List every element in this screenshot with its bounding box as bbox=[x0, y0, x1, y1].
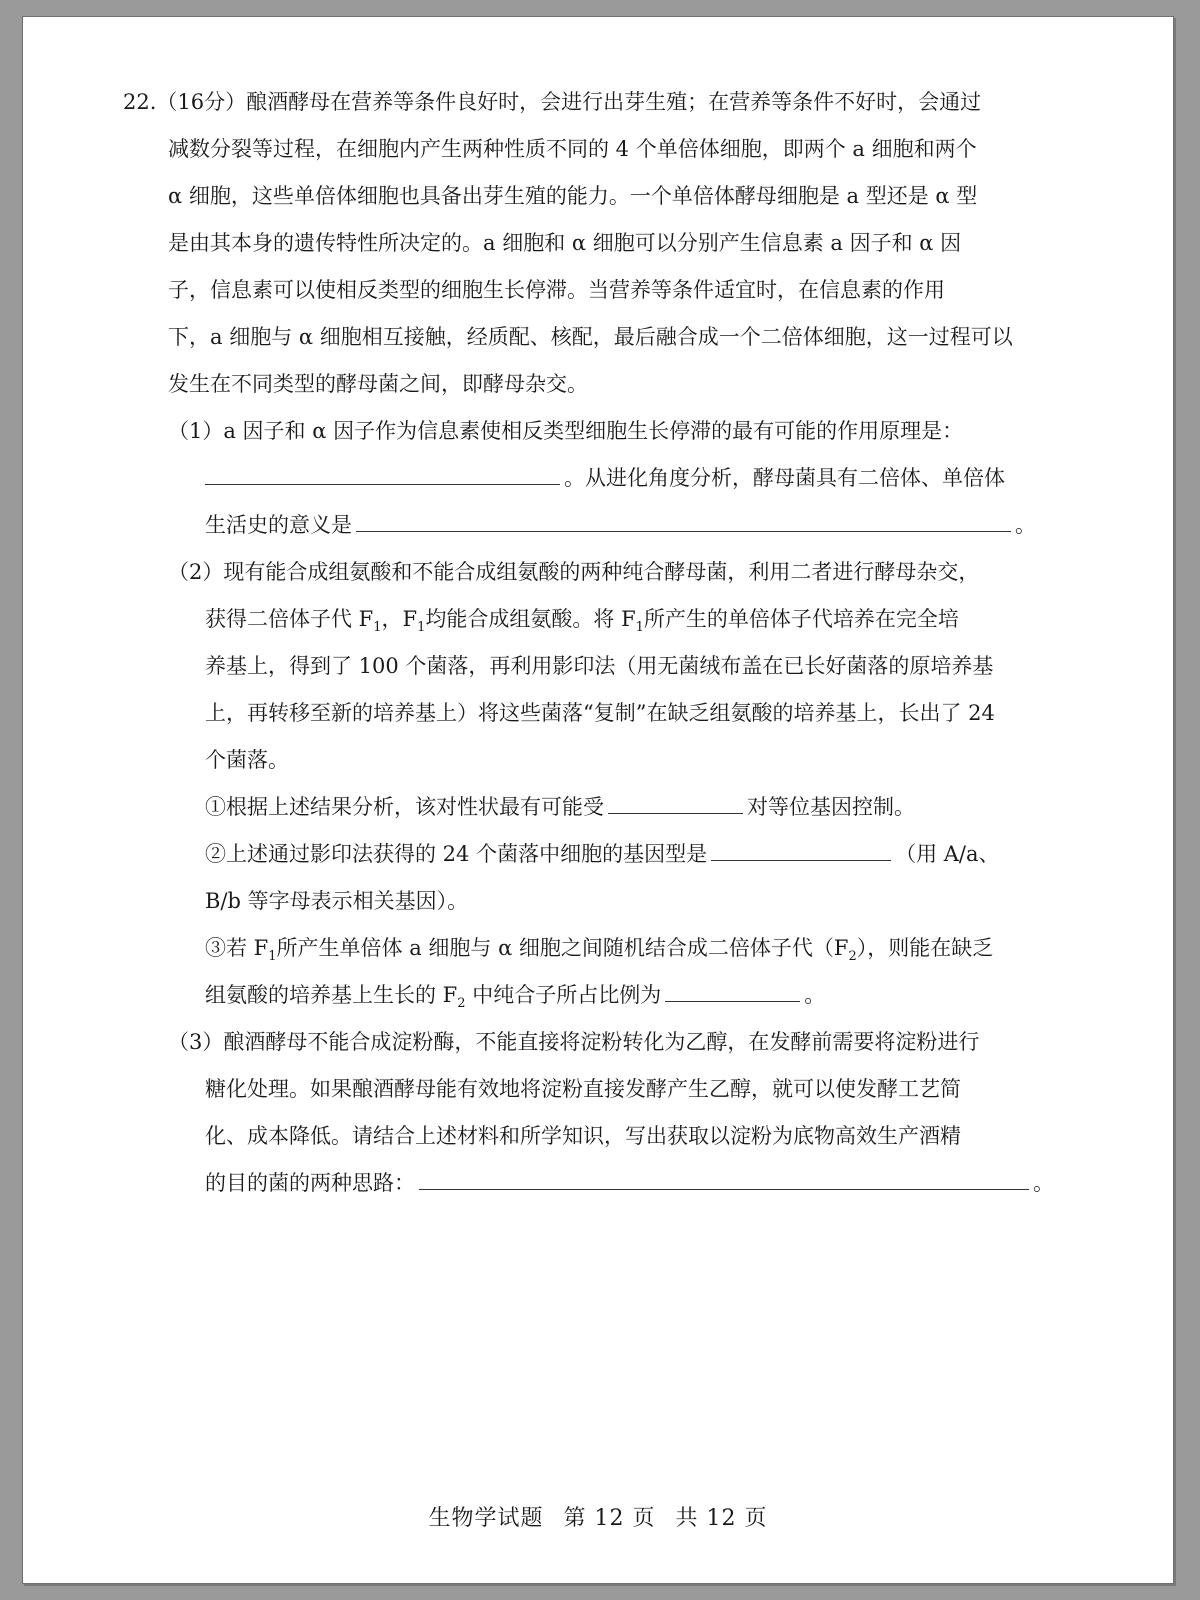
footer-total: 共 12 页 bbox=[675, 1506, 768, 1531]
question-22 bbox=[123, 79, 1063, 1207]
answer-blank[interactable] bbox=[419, 1161, 1029, 1190]
part-2-q1: ①根据上述结果分析，该对性状最有可能受 对等位基因控制。 bbox=[123, 784, 1063, 831]
footer-subject: 生物学试题 bbox=[428, 1506, 544, 1531]
part-1-text: （1）a 因子和 α 因子作为信息素使相反类型细胞生长停滞的最有可能的作用原理是： bbox=[168, 419, 964, 443]
part-3-text: 化、成本降低。请结合上述材料和所学知识，写出获取以淀粉为底物高效生产酒精 bbox=[205, 1124, 961, 1148]
part-2-q3: ③若 $F_1$所产生单倍体 a 细胞与 α 细胞之间随机结合成二倍体子代$(F_2)$，则能在缺乏 bbox=[205, 936, 994, 965]
answer-blank[interactable] bbox=[711, 832, 891, 861]
question-text-line: 子，信息素可以使相反类型的细胞生长停滞。当营养等条件适宜时，在信息素的作用 bbox=[168, 278, 945, 302]
part-3-text: 糖化处理。如果酿酒酵母能有效地将淀粉直接发酵产生乙醇，就可以使发酵工艺简 bbox=[205, 1077, 961, 1101]
answer-blank[interactable] bbox=[205, 456, 560, 485]
answer-blank[interactable] bbox=[608, 785, 743, 814]
part-2-q3-cont: 组氨酸的培养基上生长的 $F_2$ 中纯合子所占比例为 。 bbox=[123, 972, 1063, 1019]
part-2-text: 个菌落。 bbox=[205, 748, 289, 772]
footer-page: 第 12 页 bbox=[563, 1506, 656, 1531]
part-2-text: 获得二倍体子代 $F_1$，$F_1$均能合成组氨酸。将 $F_1$所产生的单倍体子代培养在完全培 bbox=[205, 607, 959, 636]
question-text-line: 是由其本身的遗传特性所决定的。a 细胞和 α 细胞可以分别产生信息素 a 因子和 α 因 bbox=[168, 231, 962, 255]
page-footer bbox=[23, 1501, 1173, 1532]
answer-blank[interactable] bbox=[356, 503, 1011, 532]
part-3-answer-line: 的目的菌的两种思路： 。 bbox=[123, 1160, 1063, 1207]
part-3-text: （3）酿酒酵母不能合成淀粉酶，不能直接将淀粉转化为乙醇，在发酵前需要将淀粉进行 bbox=[168, 1030, 980, 1054]
part-1-answer-line-2: 生活史的意义是 。 bbox=[123, 502, 1063, 549]
question-text-line: 减数分裂等过程，在细胞内产生两种性质不同的 4 个单倍体细胞，即两个 a 细胞和两个 bbox=[168, 137, 977, 161]
question-text-line: 发生在不同类型的酵母菌之间，即酵母杂交。 bbox=[168, 372, 588, 396]
question-text-line: 22.（16分）酿酒酵母在营养等条件良好时，会进行出芽生殖；在营养等条件不好时，会通过 bbox=[123, 90, 982, 114]
part-2-text: 上，再转移至新的培养基上）将这些菌落“复制”在缺乏组氨酸的培养基上，长出了 24 bbox=[205, 701, 995, 725]
exam-page bbox=[22, 16, 1174, 1584]
question-text-line: 下，a 细胞与 α 细胞相互接触，经质配、核配，最后融合成一个二倍体细胞，这一过程可以 bbox=[168, 325, 1013, 349]
part-2-q2: ②上述通过影印法获得的 24 个菌落中细胞的基因型是 （用 A/a、 bbox=[123, 831, 1063, 878]
answer-blank[interactable] bbox=[665, 973, 800, 1002]
part-2-q2-cont: B/b 等字母表示相关基因）。 bbox=[205, 889, 469, 913]
part-2-text: 养基上，得到了 100 个菌落，再利用影印法（用无菌绒布盖在已长好菌落的原培养基 bbox=[205, 654, 994, 678]
part-2-text: （2）现有能合成组氨酸和不能合成组氨酸的两种纯合酵母菌，利用二者进行酵母杂交， bbox=[168, 560, 980, 584]
question-text-line: α 细胞，这些单倍体细胞也具备出芽生殖的能力。一个单倍体酵母细胞是 a 型还是 α 型 bbox=[168, 184, 978, 208]
part-1-answer-line: 。从进化角度分析，酵母菌具有二倍体、单倍体 bbox=[123, 455, 1063, 502]
